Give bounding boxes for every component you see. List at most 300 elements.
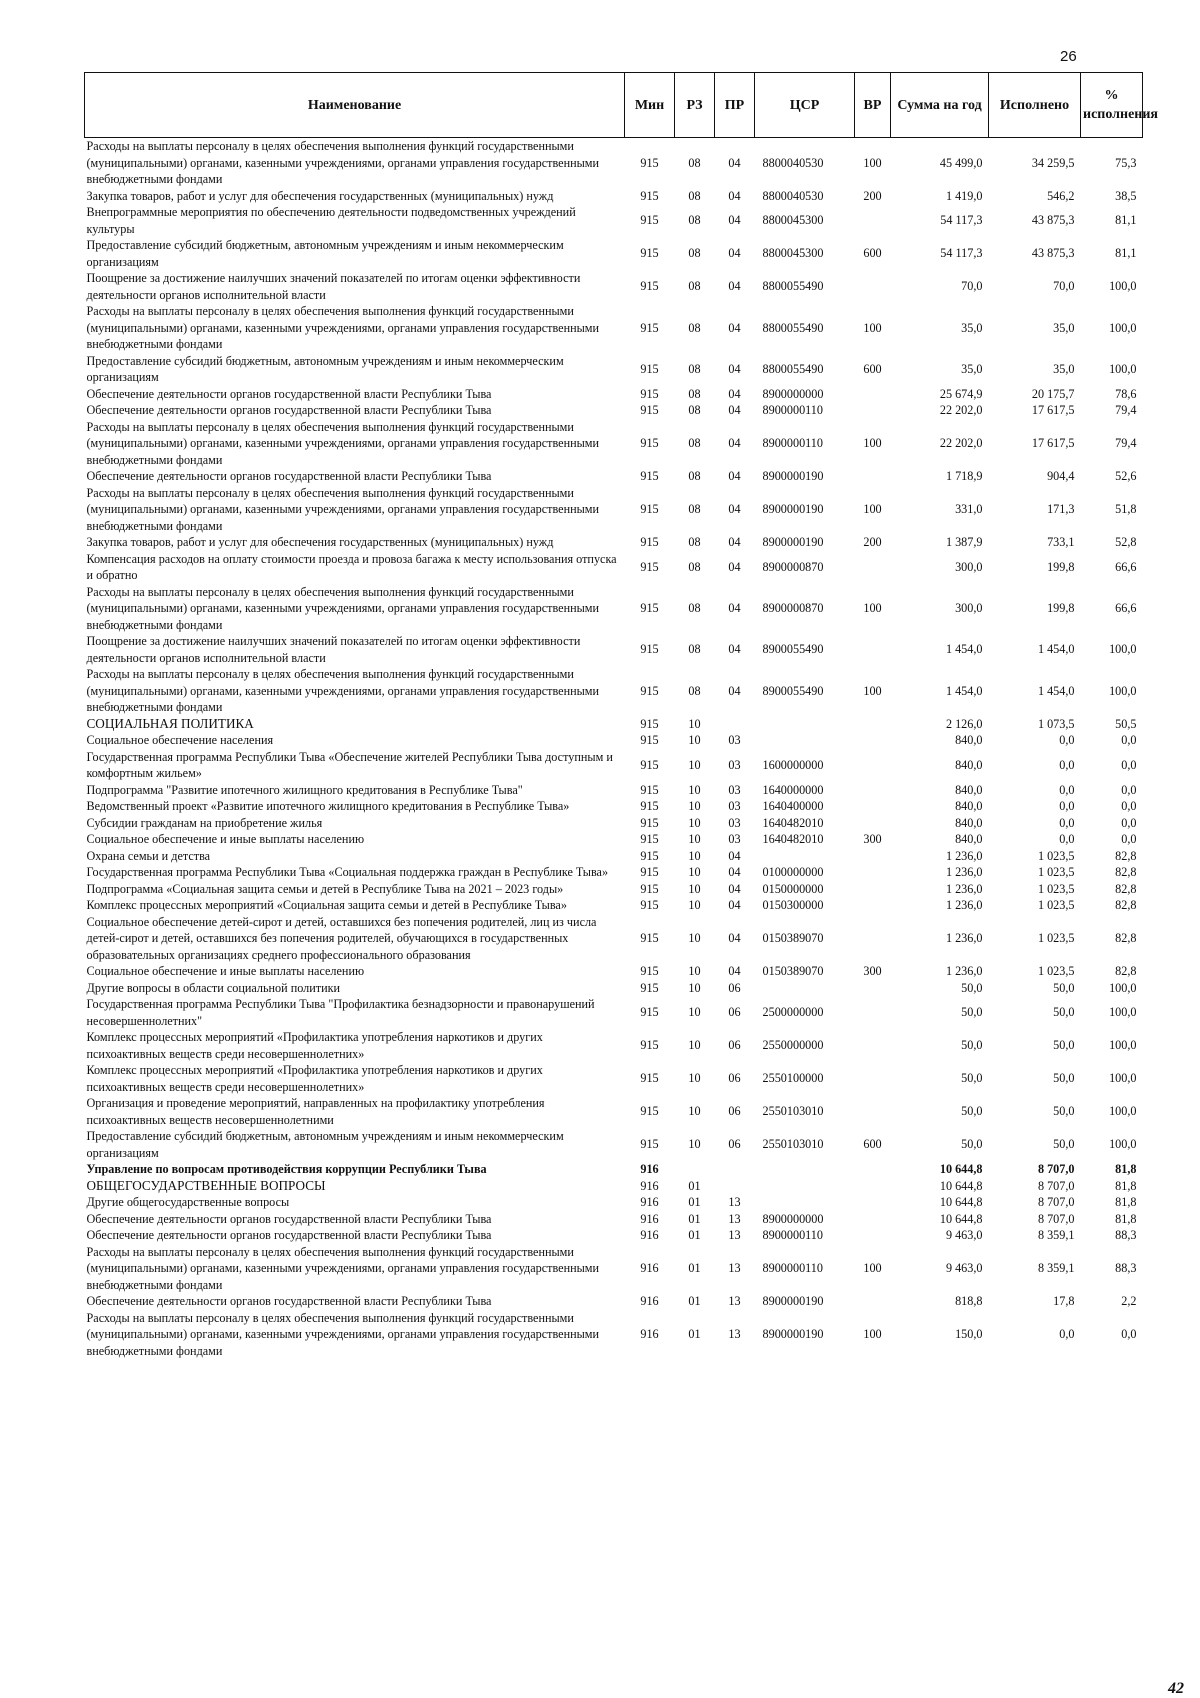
row-rz: 01 xyxy=(688,1294,701,1308)
row-pct: 2,2 xyxy=(1121,1294,1137,1308)
header-pct: % исполнения xyxy=(1081,73,1143,138)
row-sum: 10 644,8 xyxy=(939,1211,983,1226)
row-sum: 9 463,0 xyxy=(945,1228,983,1242)
row-pr: 06 xyxy=(728,1071,741,1086)
row-sum: 45 499,0 xyxy=(939,155,983,170)
row-sum: 70,0 xyxy=(961,279,983,294)
row-sum: 10 644,8 xyxy=(939,1162,983,1176)
row-sum: 840,0 xyxy=(955,832,983,846)
row-rz: 08 xyxy=(688,502,701,516)
row-done: 43 875,3 xyxy=(1031,213,1075,228)
row-pr: 04 xyxy=(728,535,741,549)
row-pct: 81,8 xyxy=(1115,1162,1137,1176)
row-done: 546,2 xyxy=(1047,188,1075,203)
row-pct: 75,3 xyxy=(1115,155,1137,170)
row-sum: 50,0 xyxy=(961,980,983,995)
row-rz: 10 xyxy=(688,1104,701,1119)
row-pr: 04 xyxy=(728,865,741,879)
row-csr: 0150000000 xyxy=(762,881,824,896)
row-name: Обеспечение деятельности органов государственной власти Республики Тыва xyxy=(86,1228,492,1242)
row-csr: 0150389070 xyxy=(762,931,824,945)
row-min: 915 xyxy=(640,246,659,261)
row-min: 915 xyxy=(640,188,659,203)
row-done: 50,0 xyxy=(1053,1005,1075,1020)
row-pr: 04 xyxy=(728,642,741,657)
row-vr: 600 xyxy=(863,246,882,261)
row-vr xyxy=(855,732,891,749)
row-pr: 04 xyxy=(728,361,741,376)
row-min: 915 xyxy=(640,279,659,294)
row-pct: 79,4 xyxy=(1115,436,1137,450)
row-vr xyxy=(855,1194,891,1211)
row-sum: 840,0 xyxy=(955,757,983,772)
row-sum: 1 236,0 xyxy=(945,881,983,896)
row-csr: 0150389070 xyxy=(762,964,824,978)
row-done: 34 259,5 xyxy=(1031,155,1075,170)
row-sum: 150,0 xyxy=(955,1327,983,1341)
row-name: Обеспечение деятельности органов государственной власти Республики Тыва xyxy=(86,403,492,417)
table-row xyxy=(85,782,1143,799)
row-name: Ведомственный проект «Развитие ипотечного жилищного кредитования в Республике Тыва» xyxy=(86,799,570,813)
header-name: Наименование xyxy=(85,73,625,138)
row-done: 199,8 xyxy=(1047,601,1075,615)
row-done: 1 454,0 xyxy=(1037,642,1075,657)
header-sum: Сумма на год xyxy=(891,73,989,138)
table-row xyxy=(85,881,1143,898)
row-csr: 8800040530 xyxy=(762,188,824,203)
row-pct: 100,0 xyxy=(1109,1137,1137,1152)
row-pr: 03 xyxy=(728,757,741,772)
row-pct: 88,3 xyxy=(1115,1228,1137,1242)
header-csr: ЦСР xyxy=(755,73,855,138)
table-row xyxy=(85,815,1143,832)
row-rz: 01 xyxy=(688,1178,701,1193)
row-pct: 100,0 xyxy=(1109,1038,1137,1053)
row-rz: 08 xyxy=(688,436,701,450)
row-pct: 0,0 xyxy=(1121,815,1137,830)
row-vr: 100 xyxy=(863,683,882,698)
row-csr: 0150300000 xyxy=(762,898,824,912)
row-pct: 100,0 xyxy=(1109,980,1137,995)
row-pr: 04 xyxy=(728,246,741,261)
row-pr: 03 xyxy=(728,815,741,830)
row-vr: 100 xyxy=(863,436,882,450)
table-row xyxy=(85,864,1143,881)
row-rz: 08 xyxy=(688,403,701,417)
row-name: Расходы на выплаты персоналу в целях обеспечения выполнения функций государственными (муниципальными) органами, казенными учреждениями, органами управления государственными внебюджетными фондами xyxy=(86,1244,600,1292)
row-sum: 1 454,0 xyxy=(945,683,983,698)
row-min: 916 xyxy=(640,1195,659,1209)
row-csr: 8900000190 xyxy=(762,502,824,516)
row-rz: 10 xyxy=(688,964,701,978)
header-pr: ПР xyxy=(715,73,755,138)
row-pct: 81,8 xyxy=(1115,1178,1137,1193)
row-sum: 1 236,0 xyxy=(945,964,983,978)
row-done: 1 023,5 xyxy=(1037,964,1075,978)
row-pr: 04 xyxy=(728,436,741,450)
row-name: Социальное обеспечение населения xyxy=(86,733,274,747)
row-rz: 10 xyxy=(688,1137,701,1152)
row-pct: 0,0 xyxy=(1121,782,1137,797)
row-rz xyxy=(675,1161,715,1178)
row-min: 916 xyxy=(640,1162,659,1176)
row-sum: 300,0 xyxy=(955,559,983,574)
row-csr: 2550103010 xyxy=(762,1137,824,1152)
row-done: 199,8 xyxy=(1047,559,1075,574)
row-sum: 818,8 xyxy=(955,1294,983,1308)
row-csr xyxy=(755,1161,855,1178)
row-done: 8 359,1 xyxy=(1037,1261,1075,1275)
row-rz: 08 xyxy=(688,188,701,203)
row-sum: 50,0 xyxy=(961,1137,983,1152)
table-row xyxy=(85,1194,1143,1211)
row-pct: 100,0 xyxy=(1109,320,1137,335)
row-pr: 06 xyxy=(728,1137,741,1152)
row-name: Поощрение за достижение наилучших значений показателей по итогам оценки эффективности деятельности органов исполнительной власти xyxy=(86,634,581,665)
row-pct: 81,8 xyxy=(1115,1195,1137,1209)
row-csr: 1640400000 xyxy=(762,799,824,813)
table-row xyxy=(85,138,1143,188)
row-name: СОЦИАЛЬНАЯ ПОЛИТИКА xyxy=(86,715,254,731)
row-sum: 840,0 xyxy=(955,782,983,797)
row-pr: 06 xyxy=(728,1005,741,1020)
row-pr xyxy=(715,716,755,733)
row-name: Социальное обеспечение и иные выплаты населению xyxy=(86,964,365,978)
row-vr: 300 xyxy=(863,964,882,978)
table-row xyxy=(85,534,1143,551)
row-sum: 54 117,3 xyxy=(940,246,983,261)
table-row xyxy=(85,831,1143,848)
row-csr: 8900000870 xyxy=(762,559,824,574)
row-rz: 10 xyxy=(688,980,701,995)
row-min: 915 xyxy=(640,320,659,335)
row-name: Государственная программа Республики Тыва "Профилактика безнадзорности и правонарушений несовершеннолетних" xyxy=(86,997,595,1028)
row-done: 17 617,5 xyxy=(1031,403,1075,417)
row-pr: 06 xyxy=(728,980,741,995)
row-pr: 04 xyxy=(728,320,741,335)
row-name: Обеспечение деятельности органов государственной власти Республики Тыва xyxy=(86,1294,492,1308)
row-name: Расходы на выплаты персоналу в целях обеспечения выполнения функций государственными (муниципальными) органами, казенными учреждениями, органами управления государственными внебюджетными фондами xyxy=(86,1310,600,1358)
table-header xyxy=(85,73,1159,138)
row-sum: 331,0 xyxy=(955,502,983,516)
row-sum: 25 674,9 xyxy=(939,386,983,401)
row-name: Государственная программа Республики Тыва «Обеспечение жителей Республики Тыва доступным и комфортным жильем» xyxy=(86,749,613,780)
row-rz: 08 xyxy=(688,642,701,657)
row-name: Расходы на выплаты персоналу в целях обеспечения выполнения функций государственными (муниципальными) органами, казенными учреждениями, органами управления государственными внебюджетными фондами xyxy=(86,584,600,632)
row-done: 0,0 xyxy=(1059,757,1075,772)
row-csr: 2550103010 xyxy=(762,1104,824,1119)
row-min: 915 xyxy=(640,559,659,574)
row-done: 1 023,5 xyxy=(1037,848,1075,863)
row-pr: 06 xyxy=(728,1104,741,1119)
row-pr: 04 xyxy=(728,213,741,228)
row-pct: 66,6 xyxy=(1115,601,1137,615)
row-pct: 51,8 xyxy=(1115,502,1137,516)
row-vr xyxy=(855,1095,891,1128)
row-done: 1 023,5 xyxy=(1037,865,1075,879)
row-csr: 1640482010 xyxy=(762,815,824,830)
row-pr: 04 xyxy=(728,403,741,417)
row-name: Охрана семьи и детства xyxy=(86,848,211,863)
table-row xyxy=(85,353,1143,386)
row-pct: 38,5 xyxy=(1115,188,1137,203)
row-name: Расходы на выплаты персоналу в целях обеспечения выполнения функций государственными (муниципальными) органами, казенными учреждениями, органами управления государственными внебюджетными фондами xyxy=(86,667,600,714)
table-row xyxy=(85,419,1143,469)
row-vr xyxy=(855,864,891,881)
row-name: Закупка товаров, работ и услуг для обеспечения государственных (муниципальных) нужд xyxy=(86,535,554,549)
row-done: 1 023,5 xyxy=(1037,881,1075,896)
row-csr: 8900000870 xyxy=(762,601,824,615)
row-min: 916 xyxy=(640,1327,659,1341)
row-name: Подпрограмма «Социальная защита семьи и детей в Республике Тыва на 2021 – 2023 годы» xyxy=(86,881,564,896)
row-min: 915 xyxy=(640,964,659,978)
row-sum: 35,0 xyxy=(961,361,983,376)
row-min: 915 xyxy=(640,213,659,228)
row-done: 0,0 xyxy=(1059,815,1075,830)
row-csr: 1640482010 xyxy=(762,832,824,846)
row-sum: 9 463,0 xyxy=(945,1261,983,1275)
row-name: Социальное обеспечение детей-сирот и детей, оставшихся без попечения родителей, лиц из числа детей-сирот и детей, оставшихся без попечения родителей, обучающихся в государственных образовательных организациях среднего профессионального образования xyxy=(86,914,597,962)
row-sum: 50,0 xyxy=(961,1104,983,1119)
row-min: 915 xyxy=(640,469,659,483)
row-vr: 100 xyxy=(863,502,882,516)
row-rz: 10 xyxy=(688,716,701,731)
row-pct: 82,8 xyxy=(1115,881,1137,896)
row-rz: 08 xyxy=(688,683,701,698)
row-rz: 10 xyxy=(688,1038,701,1053)
row-sum: 2 126,0 xyxy=(945,716,983,731)
row-csr: 8800055490 xyxy=(762,320,824,335)
header-rz: РЗ xyxy=(675,73,715,138)
row-csr xyxy=(755,716,855,733)
row-min: 915 xyxy=(640,832,659,846)
row-pr: 04 xyxy=(728,931,741,945)
row-rz: 10 xyxy=(688,799,701,813)
row-vr xyxy=(855,1062,891,1095)
row-done: 20 175,7 xyxy=(1031,386,1075,401)
row-pct: 82,8 xyxy=(1115,898,1137,912)
row-min: 915 xyxy=(640,865,659,879)
row-done: 904,4 xyxy=(1047,469,1075,483)
row-pct: 81,8 xyxy=(1115,1211,1137,1226)
row-pr: 13 xyxy=(728,1294,741,1308)
row-sum: 1 236,0 xyxy=(945,865,983,879)
handwritten-page-mark: 42 xyxy=(1168,1680,1184,1697)
table-row xyxy=(85,1128,1143,1161)
row-sum: 50,0 xyxy=(961,1005,983,1020)
row-done: 8 707,0 xyxy=(1037,1211,1075,1226)
row-pct: 82,8 xyxy=(1115,931,1137,945)
row-pct: 88,3 xyxy=(1115,1261,1137,1275)
table-row xyxy=(85,1244,1143,1294)
row-vr xyxy=(855,1161,891,1178)
table-row xyxy=(85,1178,1143,1195)
table-row xyxy=(85,1161,1143,1178)
row-min: 915 xyxy=(640,1038,659,1053)
row-rz: 01 xyxy=(688,1261,701,1275)
row-vr: 600 xyxy=(863,361,882,376)
row-name: Другие вопросы в области социальной политики xyxy=(86,980,341,995)
row-pct: 100,0 xyxy=(1109,279,1137,294)
table-row xyxy=(85,1227,1143,1244)
row-vr: 100 xyxy=(863,601,882,615)
row-name: Расходы на выплаты персоналу в целях обеспечения выполнения функций государственными (муниципальными) органами, казенными учреждениями, органами управления государственными внебюджетными фондами xyxy=(86,304,600,351)
row-rz: 10 xyxy=(688,832,701,846)
row-csr: 8800055490 xyxy=(762,361,824,376)
row-pct: 82,8 xyxy=(1115,865,1137,879)
row-min: 915 xyxy=(640,1104,659,1119)
row-pr xyxy=(715,1161,755,1178)
row-rz: 08 xyxy=(688,279,701,294)
row-sum: 1 387,9 xyxy=(945,535,983,549)
row-csr: 1640000000 xyxy=(762,782,824,797)
row-csr: 8900000110 xyxy=(762,1261,823,1275)
row-name: Компенсация расходов на оплату стоимости проезда и провоза багажа к месту использования отпуска и обратно xyxy=(86,551,617,582)
row-done: 1 454,0 xyxy=(1037,683,1075,698)
row-done: 8 359,1 xyxy=(1037,1228,1075,1242)
row-pr: 04 xyxy=(728,848,741,863)
row-name: Комплекс процессных мероприятий «Профилактика употребления наркотиков и других психоактивных веществ среди несовершеннолетних» xyxy=(86,1030,543,1061)
row-done: 1 023,5 xyxy=(1037,931,1075,945)
row-pct: 100,0 xyxy=(1109,683,1137,698)
row-vr xyxy=(855,386,891,403)
row-min: 915 xyxy=(640,155,659,170)
row-vr: 100 xyxy=(863,320,882,335)
row-vr: 100 xyxy=(863,155,882,170)
row-vr xyxy=(855,1178,891,1195)
row-pr: 04 xyxy=(728,601,741,615)
row-vr xyxy=(855,402,891,419)
row-rz: 08 xyxy=(688,386,701,401)
table-row xyxy=(85,1293,1143,1310)
row-done: 50,0 xyxy=(1053,1038,1075,1053)
row-sum: 54 117,3 xyxy=(940,213,983,228)
table-row xyxy=(85,897,1143,914)
row-pr: 03 xyxy=(728,782,741,797)
row-rz: 10 xyxy=(688,1005,701,1020)
row-sum: 840,0 xyxy=(955,815,983,830)
row-min: 915 xyxy=(640,683,659,698)
table-row xyxy=(85,980,1143,997)
row-min: 915 xyxy=(640,386,659,401)
row-vr xyxy=(855,980,891,997)
row-csr: 8900000000 xyxy=(762,1211,824,1226)
row-csr: 2550100000 xyxy=(762,1071,824,1086)
row-min: 916 xyxy=(640,1178,659,1193)
row-rz: 08 xyxy=(688,155,701,170)
row-name: Подпрограмма "Развитие ипотечного жилищного кредитования в Республике Тыва" xyxy=(86,782,523,797)
row-sum: 840,0 xyxy=(955,733,983,747)
row-pr: 03 xyxy=(728,832,741,846)
row-pr: 03 xyxy=(728,733,741,747)
row-rz: 10 xyxy=(688,848,701,863)
row-done: 70,0 xyxy=(1053,279,1075,294)
table-row xyxy=(85,749,1143,782)
row-sum: 1 454,0 xyxy=(945,642,983,657)
table-row xyxy=(85,1095,1143,1128)
table-row xyxy=(85,204,1143,237)
row-csr: 2500000000 xyxy=(762,1005,824,1020)
table-row xyxy=(85,1029,1143,1062)
row-min: 915 xyxy=(640,782,659,797)
row-vr xyxy=(855,1227,891,1244)
row-pct: 52,8 xyxy=(1115,535,1137,549)
row-min: 915 xyxy=(640,502,659,516)
row-csr: 8900055490 xyxy=(762,642,824,657)
row-pct: 0,0 xyxy=(1121,799,1137,813)
row-min: 916 xyxy=(640,1294,659,1308)
row-rz: 08 xyxy=(688,361,701,376)
row-done: 0,0 xyxy=(1059,733,1075,747)
row-pr: 13 xyxy=(728,1261,741,1275)
row-sum: 10 644,8 xyxy=(939,1178,983,1193)
row-done: 0,0 xyxy=(1059,782,1075,797)
row-sum: 22 202,0 xyxy=(939,403,983,417)
header-done: Исполнено xyxy=(989,73,1081,138)
row-name: Расходы на выплаты персоналу в целях обеспечения выполнения функций государственными (муниципальными) органами, казенными учреждениями, органами управления государственными внебюджетными фондами xyxy=(86,485,600,533)
row-done: 0,0 xyxy=(1059,1327,1075,1341)
row-name: Предоставление субсидий бюджетным, автономным учреждениям и иным некоммерческим организациям xyxy=(86,238,564,269)
row-pr: 04 xyxy=(728,881,741,896)
row-rz: 01 xyxy=(688,1228,701,1242)
row-csr: 8900000190 xyxy=(762,535,824,549)
row-rz: 10 xyxy=(688,931,701,945)
row-name: Управление по вопросам противодействия коррупции Республики Тыва xyxy=(86,1162,487,1176)
table-body xyxy=(85,138,1143,1360)
row-rz: 10 xyxy=(688,1071,701,1086)
row-name: Обеспечение деятельности органов государственной власти Республики Тыва xyxy=(86,1211,492,1226)
row-vr xyxy=(855,633,891,666)
table-row xyxy=(85,1062,1143,1095)
row-pr xyxy=(715,1178,755,1195)
row-pr: 04 xyxy=(728,469,741,483)
row-rz: 08 xyxy=(688,320,701,335)
row-sum: 840,0 xyxy=(955,799,983,813)
row-rz: 01 xyxy=(688,1195,701,1209)
row-pr: 13 xyxy=(728,1228,741,1242)
row-name: Расходы на выплаты персоналу в целях обеспечения выполнения функций государственными (муниципальными) органами, казенными учреждениями, органами управления государственными внебюджетными фондами xyxy=(86,419,600,467)
row-vr xyxy=(855,468,891,485)
table-row xyxy=(85,716,1143,733)
header-min: Мин xyxy=(625,73,675,138)
table-row xyxy=(85,386,1143,403)
row-vr xyxy=(855,1293,891,1310)
row-pct: 81,1 xyxy=(1115,246,1137,261)
row-sum: 1 236,0 xyxy=(945,898,983,912)
row-vr: 300 xyxy=(863,832,882,846)
row-min: 915 xyxy=(640,815,659,830)
table-row xyxy=(85,798,1143,815)
row-vr xyxy=(855,749,891,782)
row-csr: 8800045300 xyxy=(762,213,824,228)
row-pct: 52,6 xyxy=(1115,469,1137,483)
row-min: 915 xyxy=(640,535,659,549)
row-min: 915 xyxy=(640,1005,659,1020)
table-row xyxy=(85,666,1143,716)
table-row xyxy=(85,303,1143,353)
row-name: Другие общегосударственные вопросы xyxy=(86,1195,290,1209)
table-row xyxy=(85,584,1143,634)
row-csr: 1600000000 xyxy=(762,757,824,772)
row-pct: 0,0 xyxy=(1121,832,1137,846)
table-row xyxy=(85,237,1143,270)
row-csr: 2550000000 xyxy=(762,1038,824,1053)
row-sum: 50,0 xyxy=(961,1038,983,1053)
table-row xyxy=(85,732,1143,749)
table-row xyxy=(85,468,1143,485)
table-row xyxy=(85,485,1143,535)
row-csr: 8900000110 xyxy=(762,436,823,450)
